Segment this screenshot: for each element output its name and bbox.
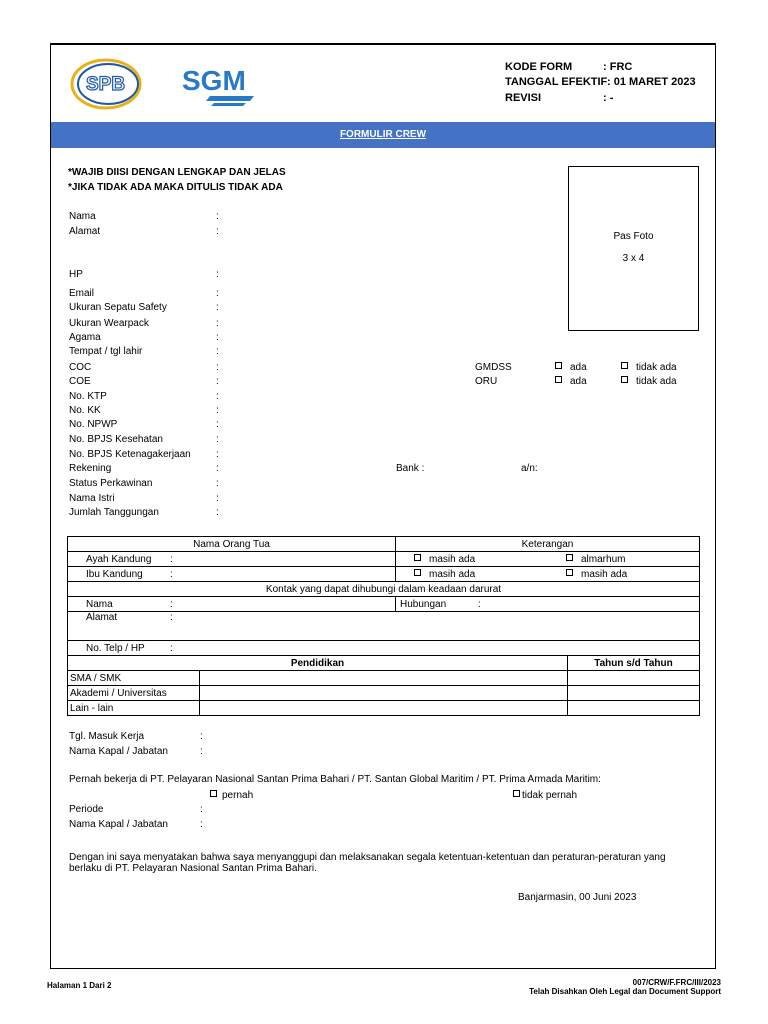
field-input[interactable] <box>224 318 384 330</box>
approval-note: Telah Disahkan Oleh Legal dan Document Support <box>529 987 721 996</box>
kode-form-label: KODE FORM <box>505 61 573 73</box>
field-colon: : <box>216 449 219 460</box>
field-colon: : <box>216 288 219 299</box>
ibu-masih-ada-option-2[interactable]: masih ada <box>564 567 700 582</box>
checkbox-icon[interactable] <box>210 790 217 797</box>
oru-label: ORU <box>475 376 498 387</box>
kode-form-value: : FRC <box>603 61 633 73</box>
field-input[interactable] <box>224 405 384 417</box>
tanggal-efektif-value: : 01 MARET 2023 <box>607 76 696 88</box>
tgl-masuk-colon: : <box>200 731 203 742</box>
field-label: Ukuran Wearpack <box>69 318 149 329</box>
statement-line-1: Dengan ini saya menyatakan bahwa saya menyanggupi dan melaksanakan segala ketentuan-ketentuan dan peraturan-peraturan yang <box>69 852 666 863</box>
ayah-masih-ada-option[interactable]: masih ada <box>396 552 565 567</box>
field-input[interactable] <box>224 434 384 446</box>
parents-table <box>67 536 700 656</box>
field-input[interactable] <box>224 288 384 300</box>
col-header: Nama Orang Tua <box>68 537 396 552</box>
spb-logo <box>66 56 186 112</box>
sgm-logo <box>180 62 276 108</box>
field-input[interactable] <box>224 376 384 388</box>
field-colon: : <box>216 493 219 504</box>
revisi-value: : - <box>603 92 614 104</box>
field-input[interactable] <box>224 463 384 475</box>
oru-ada-option[interactable]: ada <box>555 376 587 387</box>
field-colon: : <box>216 211 219 222</box>
edu-year-input[interactable] <box>568 701 700 716</box>
col-header: Keterangan <box>396 537 700 552</box>
form-title: FORMULIR CREW <box>339 129 427 140</box>
field-colon: : <box>216 478 219 489</box>
gmdss-ada-option[interactable]: ada <box>555 362 587 373</box>
kapal-jabatan-2-colon: : <box>200 819 203 830</box>
account-name-label: a/n: <box>521 463 538 474</box>
tgl-masuk-label: Tgl. Masuk Kerja <box>69 731 145 742</box>
edu-input[interactable] <box>200 701 568 716</box>
field-input[interactable] <box>224 362 384 374</box>
field-input[interactable] <box>224 269 384 281</box>
ayah-row[interactable]: Ayah Kandung : <box>68 552 396 567</box>
field-input[interactable] <box>224 391 384 403</box>
education-table <box>67 655 700 716</box>
checkbox-icon[interactable] <box>621 362 628 369</box>
field-label: COC <box>69 362 92 373</box>
document-number: 007/CRW/F.FRC/III/2023 <box>632 978 721 987</box>
page-number: Halaman 1 Dari 2 <box>47 981 112 990</box>
kapal-jabatan-label: Nama Kapal / Jabatan <box>69 746 168 757</box>
emergency-name-row[interactable]: Nama : <box>68 597 396 612</box>
form-title-bar <box>51 122 715 148</box>
field-colon: : <box>216 405 219 416</box>
periode-colon: : <box>200 804 203 815</box>
field-label: Tempat / tgl lahir <box>69 346 143 357</box>
checkbox-icon[interactable] <box>555 376 562 383</box>
edu-year-input[interactable] <box>568 686 700 701</box>
edu-label: SMA / SMK <box>68 671 200 686</box>
checkbox-icon[interactable] <box>621 376 628 383</box>
bank-label: Bank : <box>396 463 425 474</box>
field-colon: : <box>216 391 219 402</box>
sgm-logo-text: SGM <box>182 65 246 96</box>
oru-tidak-ada-option[interactable]: tidak ada <box>621 376 677 387</box>
field-input[interactable] <box>224 493 384 505</box>
ibu-masih-ada-option[interactable]: masih ada <box>396 567 565 582</box>
field-colon: : <box>216 318 219 329</box>
checkbox-icon[interactable] <box>513 790 520 797</box>
col-header: Tahun s/d Tahun <box>568 656 700 671</box>
field-input[interactable] <box>224 478 384 490</box>
field-label: No. KK <box>69 405 101 416</box>
gmdss-label: GMDSS <box>475 362 512 373</box>
field-input[interactable] <box>224 346 384 358</box>
periode-label: Periode <box>69 804 104 815</box>
field-colon: : <box>216 332 219 343</box>
field-colon: : <box>216 507 219 518</box>
emergency-phone-row[interactable]: No. Telp / HP : <box>68 641 700 656</box>
tidak-pernah-option[interactable]: tidak pernah <box>513 790 577 801</box>
checkbox-icon[interactable] <box>414 554 421 561</box>
field-label: No. NPWP <box>69 419 118 430</box>
emergency-address-row[interactable]: Alamat : <box>68 612 700 641</box>
field-colon: : <box>216 346 219 357</box>
ayah-almarhum-option[interactable]: almarhum <box>564 552 700 567</box>
edu-input[interactable] <box>200 671 568 686</box>
field-label: No. BPJS Kesehatan <box>69 434 163 445</box>
field-label: Ukuran Sepatu Safety <box>69 302 167 313</box>
kapal-jabatan-2-label: Nama Kapal / Jabatan <box>69 819 168 830</box>
photo-size: 3 x 4 <box>622 253 645 264</box>
checkbox-icon[interactable] <box>414 569 421 576</box>
field-colon: : <box>216 376 219 387</box>
kapal-jabatan-colon: : <box>200 746 203 757</box>
note-required: *WAJIB DIISI DENGAN LENGKAP DAN JELAS <box>68 167 286 178</box>
field-label: Agama <box>69 332 101 343</box>
field-label: Nama Istri <box>69 493 115 504</box>
field-colon: : <box>216 419 219 430</box>
field-input[interactable] <box>224 507 384 519</box>
photo-box <box>568 166 699 331</box>
emergency-relation-row[interactable]: Hubungan : <box>396 597 700 612</box>
field-input[interactable] <box>224 211 384 223</box>
place-date: Banjarmasin, 00 Juni 2023 <box>518 892 637 903</box>
field-label: COE <box>69 376 91 387</box>
field-input[interactable] <box>224 302 384 314</box>
photo-label: Pas Foto <box>613 231 654 242</box>
revisi-label: REVISI <box>505 92 542 104</box>
field-label: No. KTP <box>69 391 107 402</box>
field-label: HP <box>69 269 83 280</box>
pernah-option[interactable]: pernah <box>210 790 253 801</box>
field-label: Jumlah Tanggungan <box>69 507 159 518</box>
field-colon: : <box>216 302 219 313</box>
work-history-question: Pernah bekerja di PT. Pelayaran Nasional Santan Prima Bahari / PT. Santan Global Maritim / PT. Prima Armada Maritim: <box>69 774 601 785</box>
field-colon: : <box>216 226 219 237</box>
checkbox-icon[interactable] <box>566 569 573 576</box>
field-colon: : <box>216 269 219 280</box>
field-input[interactable] <box>224 449 384 461</box>
field-input[interactable] <box>224 332 384 344</box>
edu-label: Akademi / Universitas <box>68 686 200 701</box>
field-label: Rekening <box>69 463 112 474</box>
field-input[interactable] <box>224 419 384 431</box>
field-label: Nama <box>69 211 96 222</box>
field-label: Email <box>69 288 95 299</box>
checkbox-icon[interactable] <box>566 554 573 561</box>
checkbox-icon[interactable] <box>555 362 562 369</box>
field-label: No. BPJS Ketenagakerjaan <box>69 449 191 460</box>
tanggal-efektif-label: TANGGAL EFEKTIF <box>505 76 608 88</box>
field-colon: : <box>216 362 219 373</box>
edu-input[interactable] <box>200 686 568 701</box>
gmdss-tidak-ada-option[interactable]: tidak ada <box>621 362 677 373</box>
ibu-row[interactable]: Ibu Kandung : <box>68 567 396 582</box>
emergency-title: Kontak yang dapat dihubungi dalam keadaan darurat <box>68 582 700 597</box>
statement-line-2: berlaku di PT. Pelayaran Nasional Santan Prima Bahari. <box>69 863 317 874</box>
edu-year-input[interactable] <box>568 671 700 686</box>
field-colon: : <box>216 463 219 474</box>
edu-label: Lain - lain <box>68 701 200 716</box>
field-colon: : <box>216 434 219 445</box>
field-label: Alamat <box>69 226 101 237</box>
col-header: Pendidikan <box>68 656 568 671</box>
note-none: *JIKA TIDAK ADA MAKA DITULIS TIDAK ADA <box>68 182 283 193</box>
spb-logo-text: SPB <box>86 74 126 95</box>
field-input[interactable] <box>224 226 384 238</box>
field-label: Status Perkawinan <box>69 478 153 489</box>
